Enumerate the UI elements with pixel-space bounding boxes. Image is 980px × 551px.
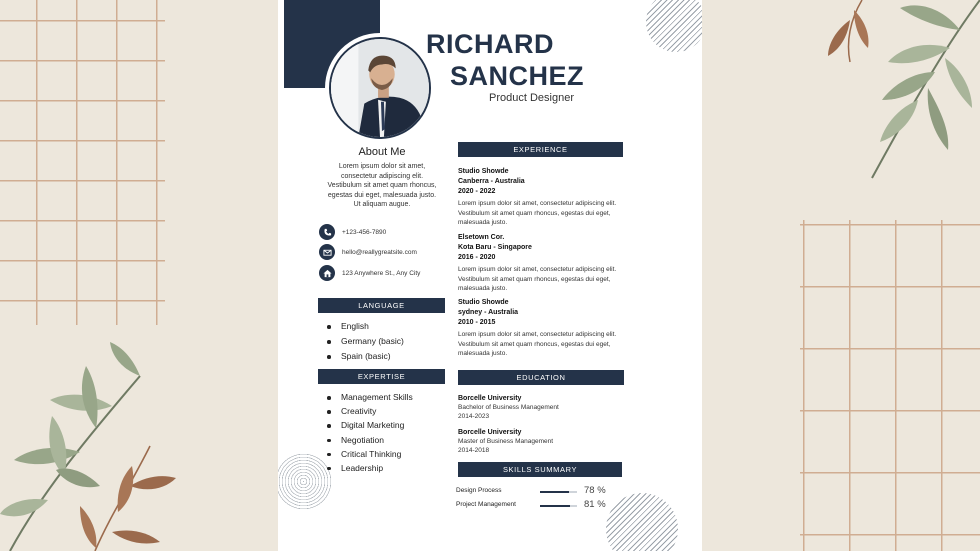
job-title: Product Designer: [489, 92, 574, 104]
skill-row: [456, 500, 616, 512]
list-item: Management Skills: [319, 392, 413, 406]
skill-bar-track: [540, 505, 577, 507]
skill-bar-track: [540, 491, 577, 493]
skills-heading: SKILLS SUMMARY: [458, 462, 622, 477]
profile-photo: [325, 33, 435, 143]
leaf-branch-bottom-left: [0, 336, 200, 551]
contact-email: [319, 244, 417, 260]
list-item: Critical Thinking: [319, 449, 413, 463]
list-item: Negotiation: [319, 435, 413, 449]
education-years: 2014-2018: [458, 447, 490, 454]
experience-entry: [458, 167, 638, 227]
leaf-branch-top-right: [800, 0, 980, 190]
job-location: Kota Baru - Singapore: [458, 243, 532, 251]
job-years: 2010 - 2015: [458, 318, 496, 326]
phone-icon: [319, 224, 335, 240]
phone-text: +123-456-7890: [342, 228, 387, 236]
language-heading: LANGUAGE: [318, 298, 445, 313]
skill-bar-fill: [540, 505, 570, 507]
home-icon: [319, 265, 335, 281]
last-name: SANCHEZ: [450, 61, 585, 91]
contact-address: [319, 265, 420, 281]
company-name: Studio Showde: [458, 168, 509, 175]
language-list: [319, 321, 404, 366]
job-description: Lorem ipsum dolor sit amet, consectetur adipiscing elit. Vestibulum sit amet quam rhoncus, egestas dui eget, malesuada justo.: [458, 266, 617, 292]
school-name: Borcelle University: [458, 429, 522, 436]
resume-page: [278, 0, 702, 551]
background-grid-left: [0, 0, 165, 325]
education-heading: EDUCATION: [458, 370, 624, 385]
address-text: 123 Anywhere St., Any City: [342, 269, 421, 277]
expertise-list: [319, 392, 413, 477]
skill-row: [456, 486, 616, 498]
company-name: Studio Showde: [458, 299, 509, 306]
list-item: Germany (basic): [319, 336, 404, 351]
hatched-circle-decoration: [646, 0, 702, 52]
education-entry: [458, 428, 628, 455]
education-entry: [458, 394, 628, 421]
hatched-circle-decoration-bottom: [606, 493, 678, 551]
company-name: Elsetown Cor.: [458, 234, 505, 241]
list-item: Leadership: [319, 463, 413, 477]
job-description: Lorem ipsum dolor sit amet, consectetur adipiscing elit. Vestibulum sit amet quam rhoncus, egestas dui eget, malesuada justo.: [458, 200, 617, 226]
list-item: Creativity: [319, 406, 413, 420]
contact-phone: [319, 224, 386, 240]
email-icon: [319, 244, 335, 260]
school-name: Borcelle University: [458, 395, 522, 402]
list-item: English: [319, 321, 404, 336]
experience-heading: EXPERIENCE: [458, 142, 623, 157]
degree-name: Master of Business Management: [458, 438, 554, 445]
first-name: RICHARD: [426, 29, 554, 59]
skill-percent: 78 %: [584, 485, 606, 496]
skill-name: Project Management: [456, 501, 516, 508]
skill-percent: 81 %: [584, 499, 606, 510]
about-heading: About Me: [358, 146, 406, 158]
skill-bar-fill: [540, 491, 569, 493]
background-grid-right: [800, 220, 980, 551]
expertise-heading: EXPERTISE: [318, 369, 445, 384]
experience-entry: [458, 233, 638, 293]
list-item: Spain (basic): [319, 351, 404, 366]
job-description: Lorem ipsum dolor sit amet, consectetur adipiscing elit. Vestibulum sit amet quam rhoncus, egestas dui eget, malesuada justo.: [458, 331, 617, 357]
skill-name: Design Process: [456, 487, 502, 494]
degree-name: Bachelor of Business Management: [458, 404, 559, 411]
job-years: 2016 - 2020: [458, 253, 496, 261]
job-years: 2020 - 2022: [458, 187, 496, 195]
list-item: Digital Marketing: [319, 420, 413, 434]
job-location: sydney - Australia: [458, 308, 519, 316]
email-text: hello@reallygreatsite.com: [342, 248, 417, 256]
job-location: Canberra - Australia: [458, 177, 525, 185]
education-years: 2014-2023: [458, 413, 490, 420]
about-text: Lorem ipsum dolor sit amet, consectetur adipiscing elit. Vestibulum sit amet quam rhoncus, egestas dui eget, malesuada justo. Ut aliquam augue.: [327, 163, 437, 209]
experience-entry: [458, 298, 638, 358]
